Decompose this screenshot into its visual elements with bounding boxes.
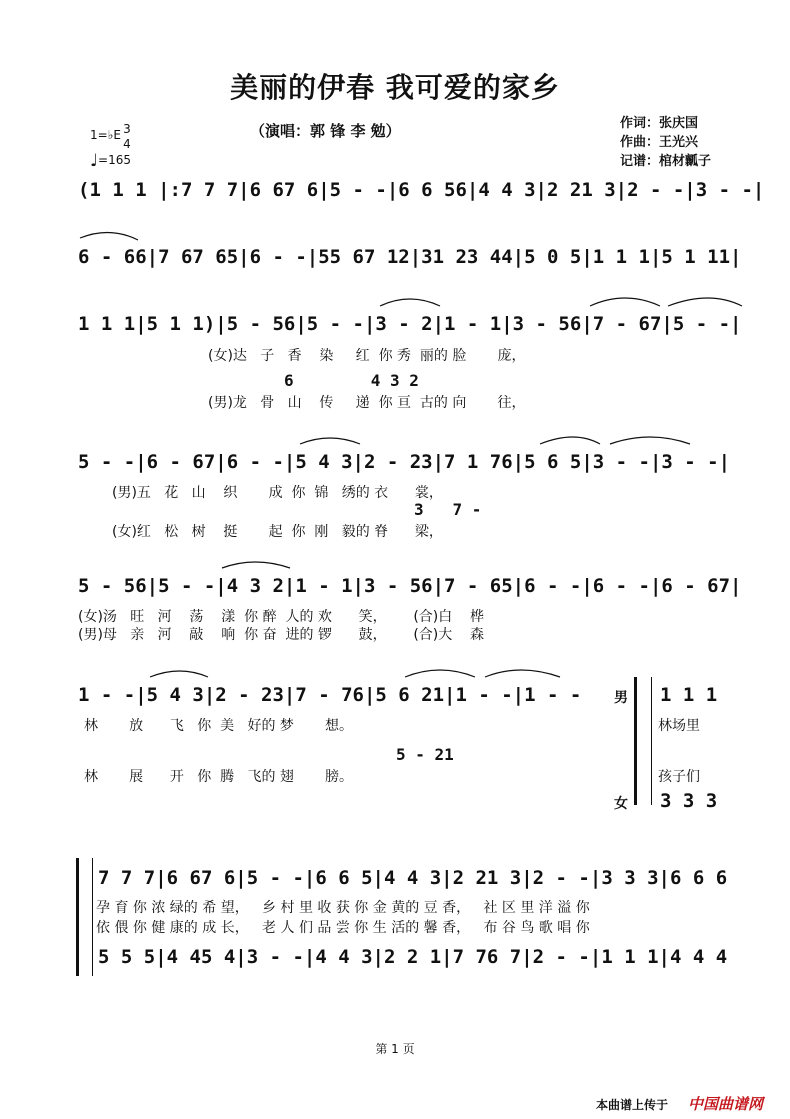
site-logo-text[interactable]: 中国曲谱网 [688, 1095, 764, 1113]
lyric-row-5-line-1: (女)汤 旺 河 荡 漾 你 醉 人的 欢 笑， (合)白 桦 [78, 609, 485, 625]
transcriber-credit: 记谱：棺材瓤子 [620, 154, 712, 169]
quarter-note-icon: ♩ [90, 151, 99, 171]
slur [300, 438, 360, 444]
slur [380, 299, 440, 306]
slur [222, 562, 290, 568]
score-row-7-upper: 7 7 7|6 67 6|5 - -|6 6 5|4 4 3|2 21 3|2 - -|3 3 3|6 6 6 [98, 867, 728, 889]
slur [485, 670, 560, 677]
male-part-lyric: 林场里 [658, 718, 700, 734]
slur [150, 671, 208, 677]
lyric-row-3-line-2: (男)龙 骨 山 传 递 你 亘 古的 向 往， [208, 395, 526, 411]
lyric-row-4-line-1: (男)五 花 山 织 成 你 锦 绣的 衣 裳， [112, 485, 443, 501]
alt-notes-row-6: 5 - 21 [396, 745, 454, 764]
lyric-row-5-line-2: (男)母 亲 河 敲 响 你 奋 进的 锣 鼓， (合)大 森 [78, 627, 485, 643]
slur [80, 232, 138, 240]
lyricist-credit: 作词：张庆国 [620, 116, 699, 131]
time-signature-bottom: 4 [123, 137, 131, 151]
alt-notes-row-3: 6 4 3 2 [284, 371, 419, 390]
slur [610, 437, 690, 444]
song-title: 美丽的伊春 我可爱的家乡 [230, 71, 560, 104]
lyric-row-3-line-1: (女)达 子 香 染 红 你 秀 丽的 脸 庞， [208, 348, 526, 364]
lyric-row-7-line-2: 依 偎 你 健 康的 成 长， 老 人 们 品 尝 你 生 活的 馨 香， 布 谷 鸟 歌 唱 你 [96, 920, 590, 936]
score-row-2: 6 - 66|7 67 65|6 - -|55 67 12|31 23 44|5 0 5|1 1 1|5 1 11| [78, 246, 742, 268]
lyric-row-7-line-1: 孕 育 你 浓 绿的 希 望， 乡 村 里 收 获 你 金 黄的 豆 香， 社 区 里 洋 溢 你 [96, 900, 590, 916]
alt-notes-row-4: 3 7 - [414, 500, 482, 519]
score-row-5: 5 - 56|5 - -|4 3 2|1 - 1|3 - 56|7 - 65|6 - -|6 - -|6 - 67| [78, 575, 742, 597]
performers: （演唱：郭 锋 李 勉） [250, 122, 401, 140]
male-part-label: 男 [614, 690, 628, 706]
time-signature [121, 122, 133, 152]
tempo-marking [90, 151, 131, 171]
score-row-3: 1 1 1|5 1 1)|5 - 56|5 - -|3 - 2|1 - 1|3 - 56|7 - 67|5 - -| [78, 313, 742, 335]
system-bracket-left [76, 858, 79, 976]
slur [405, 670, 475, 677]
score-row-7-lower: 5 5 5|4 45 4|3 - -|4 4 3|2 2 1|7 76 7|2 - -|1 1 1|4 4 4 [98, 946, 728, 968]
score-row-1: (1 1 1 |:7 7 7|6 67 6|5 - -|6 6 56|4 4 3|2 21 3|2 - -|3 - -| [78, 179, 765, 201]
uploader-text: 本曲谱上传于 [596, 1098, 669, 1112]
female-part-notes: 3 3 3 [660, 790, 718, 812]
slur [540, 437, 600, 444]
lyric-row-6-line-1: 林 放 飞 你 美 好的 梦 想。 [84, 718, 354, 734]
page-number: 第 1 页 [375, 1042, 415, 1056]
key-signature: 1=♭E [90, 128, 121, 142]
lyric-row-6-line-2: 林 展 开 你 腾 飞的 翅 膀。 [84, 769, 354, 785]
male-part-notes: 1 1 1 [660, 684, 718, 706]
female-part-lyric: 孩子们 [658, 769, 700, 785]
slur [668, 298, 742, 306]
time-signature-top: 3 [123, 122, 131, 136]
female-part-label: 女 [614, 796, 628, 812]
composer-credit: 作曲：王光兴 [620, 135, 699, 150]
tempo-value: =165 [98, 153, 131, 167]
system-bracket-right [634, 677, 637, 805]
system-barline-right [651, 677, 652, 805]
lyric-row-4-line-2: (女)红 松 树 挺 起 你 刚 毅的 脊 梁， [112, 524, 443, 540]
system-barline-left [92, 858, 93, 976]
score-row-4: 5 - -|6 - 67|6 - -|5 4 3|2 - 23|7 1 76|5 6 5|3 - -|3 - -| [78, 451, 731, 473]
slur [590, 298, 660, 306]
score-row-6: 1 - -|5 4 3|2 - 23|7 - 76|5 6 21|1 - -|1 - - [78, 684, 582, 706]
